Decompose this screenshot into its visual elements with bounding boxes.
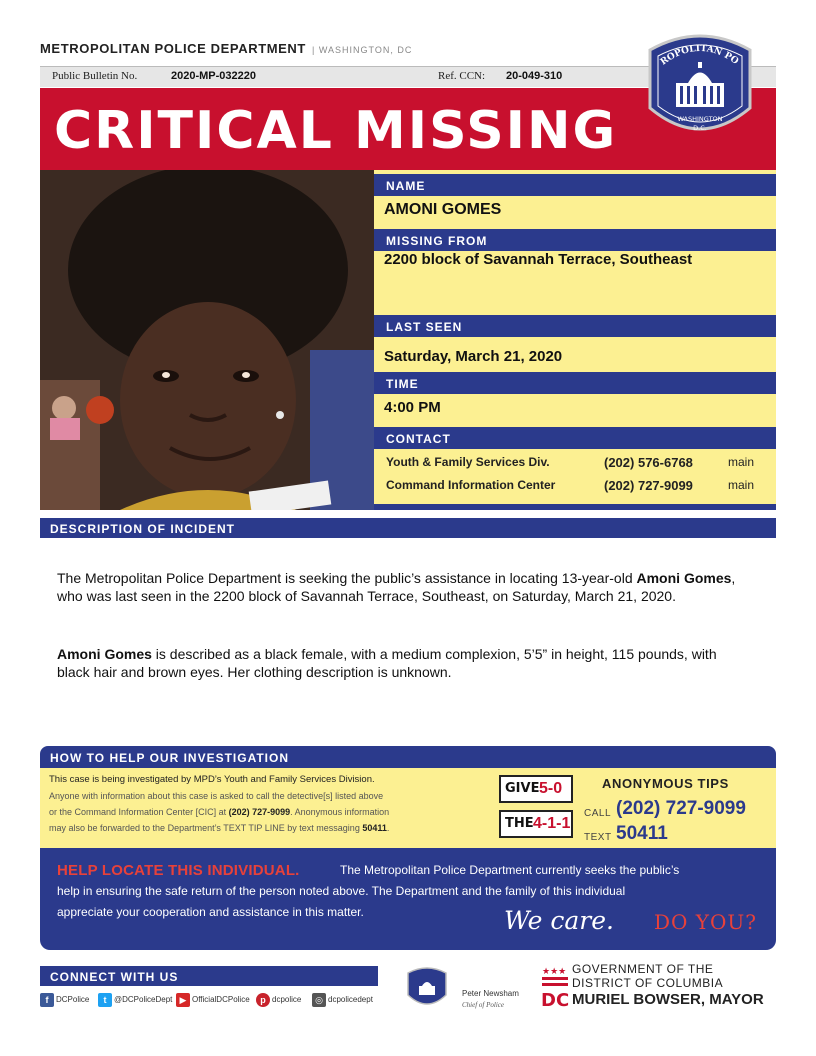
police-badge — [640, 28, 760, 146]
ccn-number: 20-049-310 — [506, 70, 563, 82]
contact-label: main — [728, 478, 755, 492]
gov-line-1: GOVERNMENT OF THE — [572, 962, 714, 976]
bulletin-number: 2020-MP-032220 — [171, 70, 257, 82]
department-title — [40, 41, 412, 56]
call-label: CALL — [584, 808, 612, 819]
mayor-name: MURIEL BOWSER, MAYOR — [572, 991, 764, 1008]
footer-badge — [404, 965, 450, 1011]
person-name-bold: Amoni Gomes — [636, 570, 732, 586]
social-pinterest[interactable] — [256, 993, 301, 1009]
svg-text:★★★: ★★★ — [542, 967, 567, 977]
department-location: | WASHINGTON, DC — [311, 45, 413, 55]
time-value: 4:00 PM — [384, 399, 441, 416]
description-heading: DESCRIPTION OF INCIDENT — [50, 522, 236, 536]
social-handle: OfficialDCPolice — [192, 995, 250, 1005]
police-badge-icon — [640, 28, 760, 146]
do-you-slogan: DO YOU? — [654, 910, 757, 934]
the-4-1-1-logo — [499, 810, 573, 838]
description-text: The Metropolitan Police Department is seeking the public’s assistance in locating 13-year-old — [57, 570, 633, 586]
four-one-one-text: 4-1-1 — [533, 815, 571, 832]
contact-heading: CONTACT — [374, 427, 776, 449]
we-care-slogan: We care. — [504, 906, 614, 935]
the-text: THE — [505, 816, 534, 831]
portrait-image — [40, 170, 374, 510]
police-badge-small-icon — [404, 965, 450, 1011]
last-seen-value: Saturday, March 21, 2020 — [384, 348, 563, 365]
description-heading-bar — [40, 518, 776, 538]
connect-heading: CONNECT WITH US — [50, 970, 179, 984]
help-info-panel — [40, 768, 776, 848]
description-paragraph-1 — [57, 569, 737, 605]
gov-line-2: DISTRICT OF COLUMBIA — [572, 976, 724, 990]
twitter-icon: t — [98, 993, 112, 1007]
social-instagram[interactable] — [312, 993, 373, 1009]
contact-phone[interactable]: (202) 576-6768 — [604, 455, 693, 470]
help-investigation-section — [40, 746, 776, 950]
instagram-icon: ◎ — [312, 993, 326, 1007]
missing-person-name: AMONI GOMES — [384, 201, 502, 218]
description-text: , who was last seen in the 2200 block of Savannah Terrace, Southeast, on Saturday, March 21, 2020. — [57, 570, 736, 604]
description-paragraph-2 — [57, 645, 737, 681]
social-handle: DCPolice — [56, 995, 90, 1005]
youtube-icon: ▶ — [176, 993, 190, 1007]
help-locate-panel — [40, 848, 776, 950]
social-youtube[interactable] — [176, 993, 250, 1009]
badge-bottom-text-1: WASHINGTON — [677, 115, 723, 123]
description-text: is described as a black female, with a medium complexion, 5’5” in height, 115 pounds, with black hair and brown eyes. Her clothing description is unknown. — [57, 646, 717, 680]
give-text: GIVE — [505, 781, 540, 796]
social-handle: dcpolicedept — [328, 995, 373, 1005]
social-facebook[interactable] — [40, 993, 89, 1009]
banner-title: CRITICAL MISSING — [54, 101, 618, 161]
svg-text:DC: DC — [541, 990, 570, 1008]
info-panel — [374, 170, 776, 510]
department-name: METROPOLITAN POLICE DEPARTMENT — [40, 41, 306, 56]
time-heading: TIME — [374, 372, 776, 394]
contact-phone[interactable]: (202) 727-9099 — [604, 478, 693, 493]
call-number[interactable]: (202) 727-9099 — [616, 798, 746, 819]
help-heading-bar — [40, 746, 776, 768]
social-handle: @DCPoliceDept — [114, 995, 173, 1005]
missing-from-value: 2200 block of Savannah Terrace, Southeast — [384, 251, 693, 268]
badge-bottom-text-2: D.C. — [693, 124, 707, 132]
contact-division: Youth & Family Services Div. — [386, 455, 550, 469]
text-number: 50411 — [616, 823, 668, 844]
cic-phone[interactable]: (202) 727-9099 — [228, 807, 291, 817]
badge-top-text: ROPOLITAN PO — [658, 43, 741, 68]
text-label: TEXT — [584, 832, 612, 843]
dc-flag-icon — [540, 964, 570, 1008]
dc-government-logo — [540, 962, 780, 1010]
ccn-label: Ref. CCN: — [438, 70, 486, 82]
help-line-2: Anyone with information about this case is asked to call the detective[s] listed above — [49, 791, 384, 801]
social-twitter[interactable] — [98, 993, 172, 1009]
connect-bar — [40, 966, 378, 986]
help-locate-text-2: help in ensuring the safe return of the person noted above. The Department and the family of this individual — [57, 884, 626, 898]
help-locate-text-1: The Metropolitan Police Department currently seeks the public’s — [340, 863, 680, 877]
last-seen-heading: LAST SEEN — [374, 315, 776, 337]
missing-from-heading: MISSING FROM — [374, 229, 776, 251]
contact-division: Command Information Center — [386, 478, 556, 492]
help-heading: HOW TO HELP OUR INVESTIGATION — [50, 751, 290, 765]
chief-title: Chief of Police — [462, 1001, 504, 1009]
text-tip-code: 50411 — [362, 823, 387, 833]
chief-name: Peter Newsham — [462, 989, 519, 998]
five-o-text: 5-0 — [539, 780, 563, 797]
social-handle: dcpolice — [272, 995, 302, 1005]
help-line-3: or the Command Information Center [CIC] at (202) 727-9099. Anonymous information — [49, 807, 390, 817]
help-locate-text-3: appreciate your cooperation and assistance in this matter. — [57, 905, 364, 919]
help-line-1: This case is being investigated by MPD’s Youth and Family Services Division. — [49, 774, 375, 785]
info-bottom-rule — [374, 504, 776, 510]
contact-label: main — [728, 455, 755, 469]
help-line-4: may also be forwarded to the Department’s TEXT TIP LINE by text messaging 50411. — [49, 823, 390, 833]
facebook-icon: f — [40, 993, 54, 1007]
missing-person-photo — [40, 170, 374, 510]
pinterest-icon: p — [256, 993, 270, 1007]
give-5-0-logo — [499, 775, 573, 803]
help-locate-title: HELP LOCATE THIS INDIVIDUAL. — [57, 862, 300, 879]
person-name-bold: Amoni Gomes — [57, 646, 152, 662]
bulletin-label: Public Bulletin No. — [52, 70, 138, 82]
help-instructions — [49, 788, 489, 836]
name-heading: NAME — [374, 174, 776, 196]
anonymous-tips-title: ANONYMOUS TIPS — [602, 776, 729, 791]
